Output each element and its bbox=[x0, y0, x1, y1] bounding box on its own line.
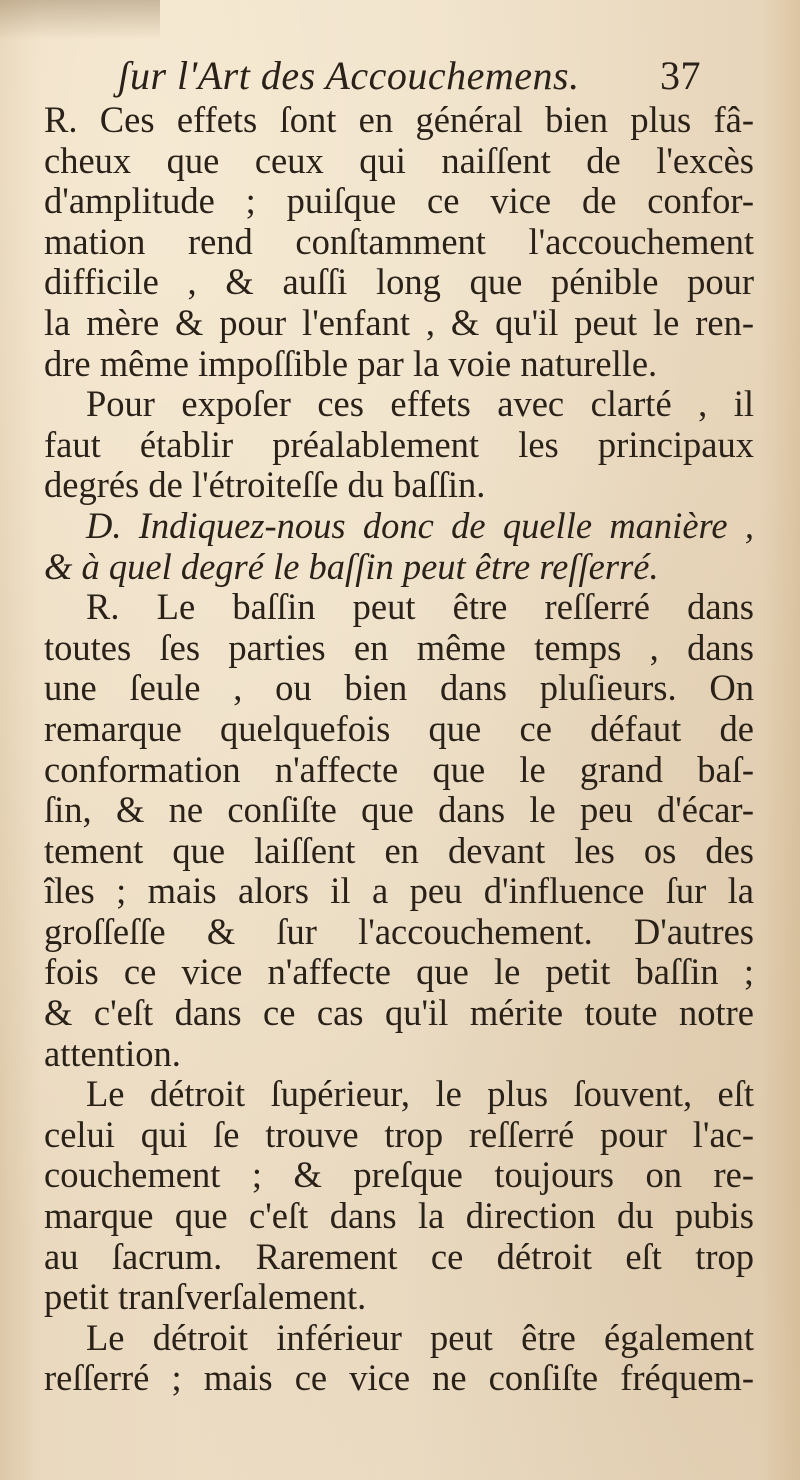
page-number: 37 bbox=[660, 53, 701, 98]
text-line: d'amplitude ; puiſque ce vice de confor- bbox=[44, 181, 754, 222]
text-line: celui qui ſe trouve trop reſſerré pour l'ac- bbox=[44, 1114, 754, 1155]
text-line: degrés de l'étroiteſſe du baſſin. bbox=[44, 465, 486, 506]
text-line: petit tranſverſalement. bbox=[44, 1277, 367, 1318]
running-title: ʃur l'Art des Accouchemens. bbox=[118, 53, 580, 98]
text-line: faut établir préalablement les principaux bbox=[44, 424, 754, 465]
text-line: dre même impoſſible par la voie naturelle. bbox=[44, 343, 658, 384]
text-line: cheux que ceux qui naiſſent de l'excès bbox=[44, 140, 754, 181]
text-line: Le détroit ſupérieur, le plus ſouvent, eſt bbox=[86, 1074, 754, 1115]
text-line: marque que c'eſt dans la direction du pubis bbox=[44, 1196, 754, 1237]
text-line: tement que laiſſent en devant les os des bbox=[44, 830, 754, 871]
text-line: groſſeſſe & ſur l'accouchement. D'autres bbox=[44, 911, 754, 952]
text-line: attention. bbox=[44, 1033, 181, 1074]
text-line: couchement ; & preſque toujours on re- bbox=[44, 1155, 754, 1196]
text-line: & c'eſt dans ce cas qu'il mérite toute notre bbox=[44, 993, 754, 1034]
text-line: fois ce vice n'affecte que le petit baſſin ; bbox=[44, 952, 754, 993]
text-line: remarque quelquefois que ce défaut de bbox=[44, 708, 754, 749]
question-line: & à quel degré le baſſin peut être reſſerré. bbox=[44, 546, 659, 587]
text-line: difficile , & auſſi long que pénible pour bbox=[44, 262, 754, 303]
page-corner-shadow bbox=[0, 0, 160, 40]
text-line: la mère & pour l'enfant , & qu'il peut le ren- bbox=[44, 302, 754, 343]
text-line: toutes ſes parties en même temps , dans bbox=[44, 627, 754, 668]
text-line: R. Ces effets ſont en général bien plus fâ- bbox=[44, 100, 754, 140]
text-line: conformation n'affecte que le grand baſ- bbox=[44, 749, 754, 790]
text-line: mation rend conſtamment l'accouchement bbox=[44, 221, 754, 262]
text-line: Pour expoſer ces effets avec clarté , il bbox=[86, 384, 754, 425]
text-line: reſſerré ; mais ce vice ne conſiſte fréquem- bbox=[44, 1358, 754, 1399]
question-line: D. Indiquez-nous donc de quelle manière , bbox=[86, 505, 754, 546]
text-line: une ſeule , ou bien dans pluſieurs. On bbox=[44, 668, 754, 709]
text-line: R. Le baſſin peut être reſſerré dans bbox=[86, 587, 754, 628]
text-line: ſin, & ne conſiſte que dans le peu d'écar- bbox=[44, 790, 754, 831]
running-header bbox=[118, 52, 718, 100]
text-line: îles ; mais alors il a peu d'influence ſur la bbox=[44, 871, 754, 912]
body-text bbox=[44, 100, 754, 1399]
text-line: au ſacrum. Rarement ce détroit eſt trop bbox=[44, 1236, 754, 1277]
text-line: Le détroit inférieur peut être également bbox=[86, 1317, 754, 1358]
